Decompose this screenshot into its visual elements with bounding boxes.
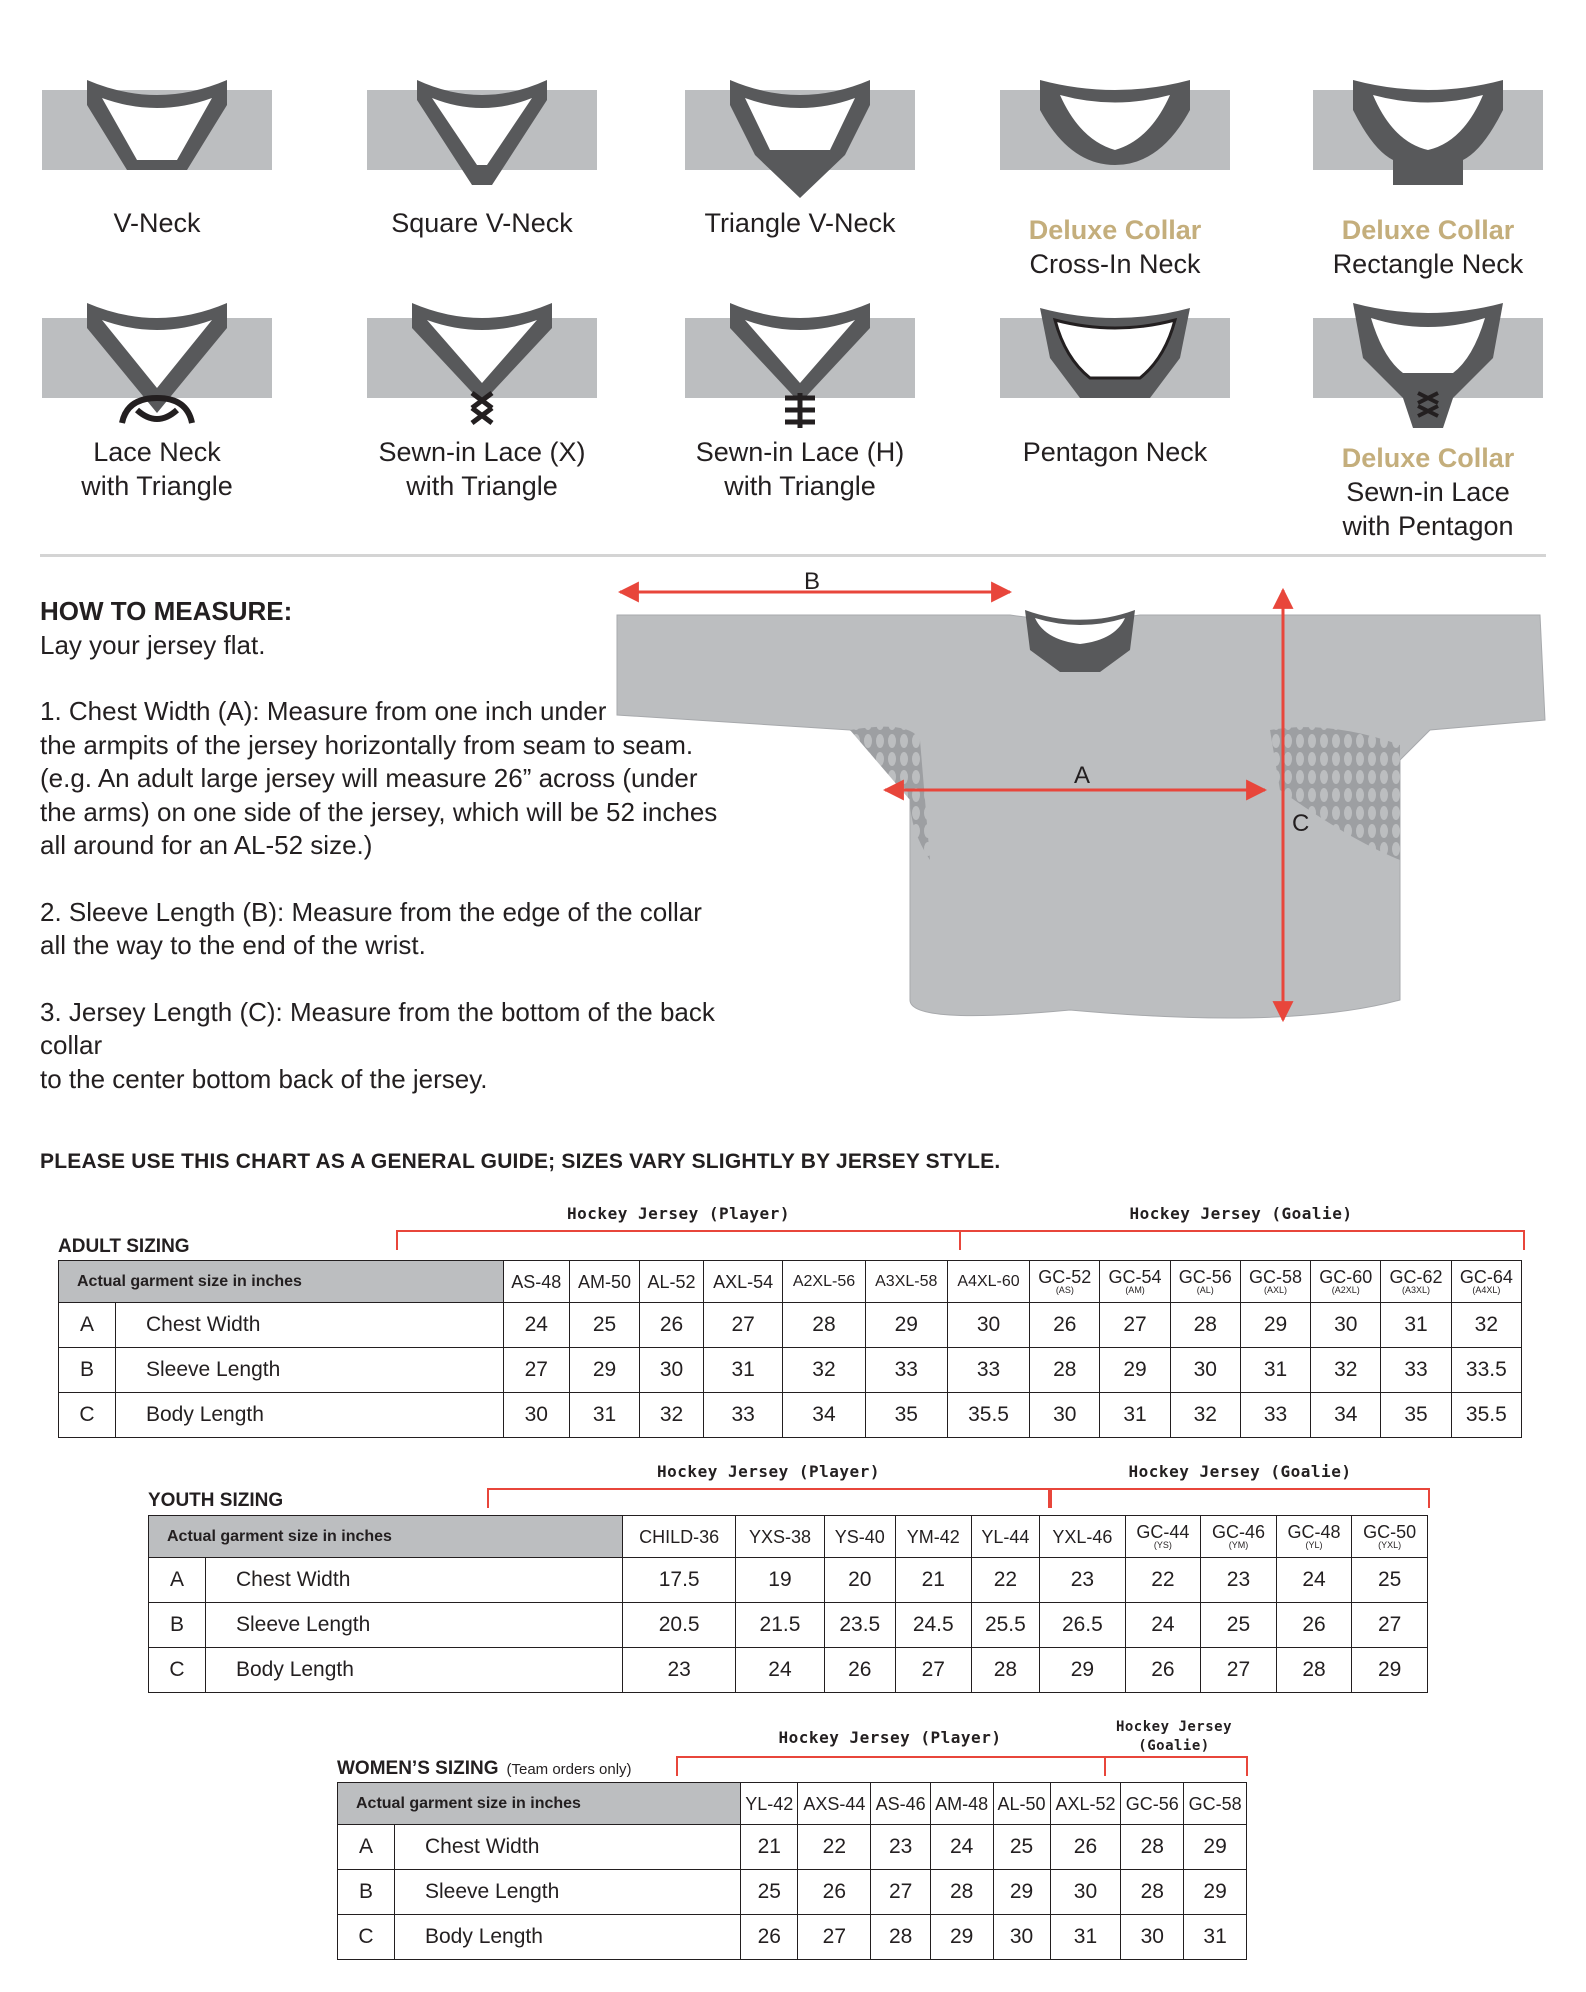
table-row: C Body Length 26 27 28 29 30 31 30 31 xyxy=(338,1915,1247,1960)
women-bracket-goalie xyxy=(1104,1756,1248,1776)
size-header: YL-42 xyxy=(741,1783,798,1825)
pentagon-neck-icon xyxy=(1000,298,1230,438)
deluxe-collar-label: Deluxe Collar xyxy=(1341,443,1515,473)
size-header: YXL-46 xyxy=(1040,1516,1125,1558)
youth-bracket-goalie xyxy=(1048,1488,1430,1508)
lace-neck-triangle-icon xyxy=(42,298,272,438)
adult-group-goalie: Hockey Jersey (Goalie) xyxy=(1129,1204,1353,1223)
rectangle-neck-icon xyxy=(1313,70,1543,210)
guide-note: PLEASE USE THIS CHART AS A GENERAL GUIDE; SIZES VARY SLIGHTLY BY JERSEY STYLE. xyxy=(40,1150,1001,1173)
triangle-v-neck-icon xyxy=(685,70,915,210)
women-title: WOMEN’S SIZING (Team orders only) xyxy=(337,1758,632,1779)
size-header: AS-48 xyxy=(503,1261,569,1303)
deluxe-collar-label: Deluxe Collar xyxy=(1341,215,1515,245)
measure-intro: Lay your jersey flat. xyxy=(40,629,266,660)
measure-heading: HOW TO MEASURE: xyxy=(40,596,293,626)
youth-sizing-table xyxy=(148,1515,1428,1693)
measure-step-length: 3. Jersey Length (C): Measure from the bottom of the back collar to the center bottom back of the jersey. xyxy=(40,996,715,1094)
size-header: AL-50 xyxy=(993,1783,1050,1825)
neck-label-sewn-in-lace-x: Sewn-in Lace (X) with Triangle xyxy=(378,437,586,501)
size-header: AXL-54 xyxy=(703,1261,782,1303)
neck-label-pentagon-neck: Pentagon Neck xyxy=(1022,437,1208,467)
v-neck-icon xyxy=(42,70,272,210)
size-header: AXS-44 xyxy=(798,1783,871,1825)
neck-label-v-neck: V-Neck xyxy=(113,208,201,238)
size-header: YL-44 xyxy=(971,1516,1040,1558)
women-bracket-player xyxy=(676,1756,1106,1776)
adult-bracket-goalie xyxy=(959,1230,1525,1250)
neck-label-cross-in-neck: Deluxe Collar Cross-In Neck xyxy=(965,213,1265,281)
size-header: GC-58 xyxy=(1184,1783,1247,1825)
adult-group-player: Hockey Jersey (Player) xyxy=(567,1204,790,1223)
women-note: (Team orders only) xyxy=(506,1761,632,1778)
size-header: A3XL-58 xyxy=(865,1261,947,1303)
header-label: Actual garment size in inches xyxy=(149,1516,623,1558)
size-header: YS-40 xyxy=(824,1516,895,1558)
neck-label-lace-neck-triangle: Lace Neck with Triangle xyxy=(81,437,233,501)
cross-in-neck-icon xyxy=(1000,70,1230,210)
jersey-diagram xyxy=(610,570,1550,1040)
size-header: GC-58 (AXL) xyxy=(1240,1261,1310,1303)
adult-bracket-player xyxy=(396,1230,961,1250)
size-header: YM-42 xyxy=(895,1516,971,1558)
sewn-in-lace-x-icon xyxy=(367,298,597,438)
women-sizing-table xyxy=(337,1782,1247,1960)
size-header: GC-56 xyxy=(1121,1783,1184,1825)
size-header: AM-48 xyxy=(930,1783,993,1825)
table-row: B Sleeve Length 27 29 30 31 32 33 33 28 29 30 31 32 33 33.5 xyxy=(59,1348,1522,1393)
table-row: A Chest Width 17.5 19 20 21 22 23 22 23 24 25 xyxy=(149,1558,1428,1603)
size-header: GC-64 (A4XL) xyxy=(1451,1261,1521,1303)
women-group-player: Hockey Jersey (Player) xyxy=(778,1728,1002,1747)
size-header: A2XL-56 xyxy=(783,1261,865,1303)
size-header: GC-54 (AM) xyxy=(1100,1261,1170,1303)
neck-label-sewn-in-lace-h: Sewn-in Lace (H) with Triangle xyxy=(695,437,905,501)
table-row: B Sleeve Length 20.5 21.5 23.5 24.5 25.5 26.5 24 25 26 27 xyxy=(149,1603,1428,1648)
adult-sizing-table xyxy=(58,1260,1522,1438)
size-header: AS-46 xyxy=(871,1783,930,1825)
size-header: GC-50 (YXL) xyxy=(1352,1516,1428,1558)
header-label: Actual garment size in inches xyxy=(59,1261,504,1303)
size-header: GC-62 (A3XL) xyxy=(1381,1261,1451,1303)
youth-group-player: Hockey Jersey (Player) xyxy=(657,1462,880,1481)
size-header: GC-52 (AS) xyxy=(1030,1261,1100,1303)
measure-step-sleeve: 2. Sleeve Length (B): Measure from the edge of the collar all the way to the end of the wrist. xyxy=(40,896,702,960)
neck-label-rectangle-neck: Deluxe Collar Rectangle Neck xyxy=(1278,213,1578,281)
table-row: A Chest Width 21 22 23 24 25 26 28 29 xyxy=(338,1825,1247,1870)
size-header: GC-44 (YS) xyxy=(1125,1516,1201,1558)
size-header: GC-48 (YL) xyxy=(1276,1516,1352,1558)
section-divider xyxy=(40,554,1546,557)
size-header: GC-60 (A2XL) xyxy=(1311,1261,1381,1303)
size-header: CHILD-36 xyxy=(622,1516,735,1558)
size-header: GC-56 (AL) xyxy=(1170,1261,1240,1303)
table-row: C Body Length 23 24 26 27 28 29 26 27 28 29 xyxy=(149,1648,1428,1693)
header-label: Actual garment size in inches xyxy=(338,1783,741,1825)
size-header: YXS-38 xyxy=(736,1516,824,1558)
size-header: AL-52 xyxy=(640,1261,704,1303)
square-v-neck-icon xyxy=(367,70,597,210)
table-row: B Sleeve Length 25 26 27 28 29 30 28 29 xyxy=(338,1870,1247,1915)
sewn-in-lace-h-icon xyxy=(685,298,915,438)
table-row: A Chest Width 24 25 26 27 28 29 30 26 27 28 29 30 31 32 xyxy=(59,1303,1522,1348)
label-c: C xyxy=(1292,810,1310,837)
size-header: GC-46 (YM) xyxy=(1201,1516,1277,1558)
size-header: A4XL-60 xyxy=(947,1261,1029,1303)
label-b: B xyxy=(804,568,821,595)
neck-label-square-v-neck: Square V-Neck xyxy=(391,208,573,238)
table-row: C Body Length 30 31 32 33 34 35 35.5 30 31 32 33 34 35 35.5 xyxy=(59,1393,1522,1438)
measure-step-chest: 1. Chest Width (A): Measure from one inch under the armpits of the jersey horizontally from seam to seam. (e.g. An adult large jersey will measure 26” across (under the arms) on one side of the jersey, which will be 52 inches all around for an AL-52 size.) xyxy=(40,696,718,860)
size-header: AM-50 xyxy=(569,1261,639,1303)
women-group-goalie: Hockey Jersey (Goalie) xyxy=(1115,1719,1233,1754)
neck-label-triangle-v-neck: Triangle V-Neck xyxy=(704,208,896,238)
sewn-in-lace-pentagon-icon xyxy=(1313,298,1543,438)
youth-title: YOUTH SIZING xyxy=(148,1490,284,1511)
youth-group-goalie: Hockey Jersey (Goalie) xyxy=(1128,1462,1352,1481)
neck-label-sewn-in-lace-pentagon: Deluxe Collar Sewn-in Lace with Pentagon xyxy=(1278,441,1578,543)
size-header: AXL-52 xyxy=(1050,1783,1121,1825)
youth-bracket-player xyxy=(487,1488,1052,1508)
label-a: A xyxy=(1074,762,1091,789)
deluxe-collar-label: Deluxe Collar xyxy=(1028,215,1202,245)
adult-title: ADULT SIZING xyxy=(58,1236,190,1257)
